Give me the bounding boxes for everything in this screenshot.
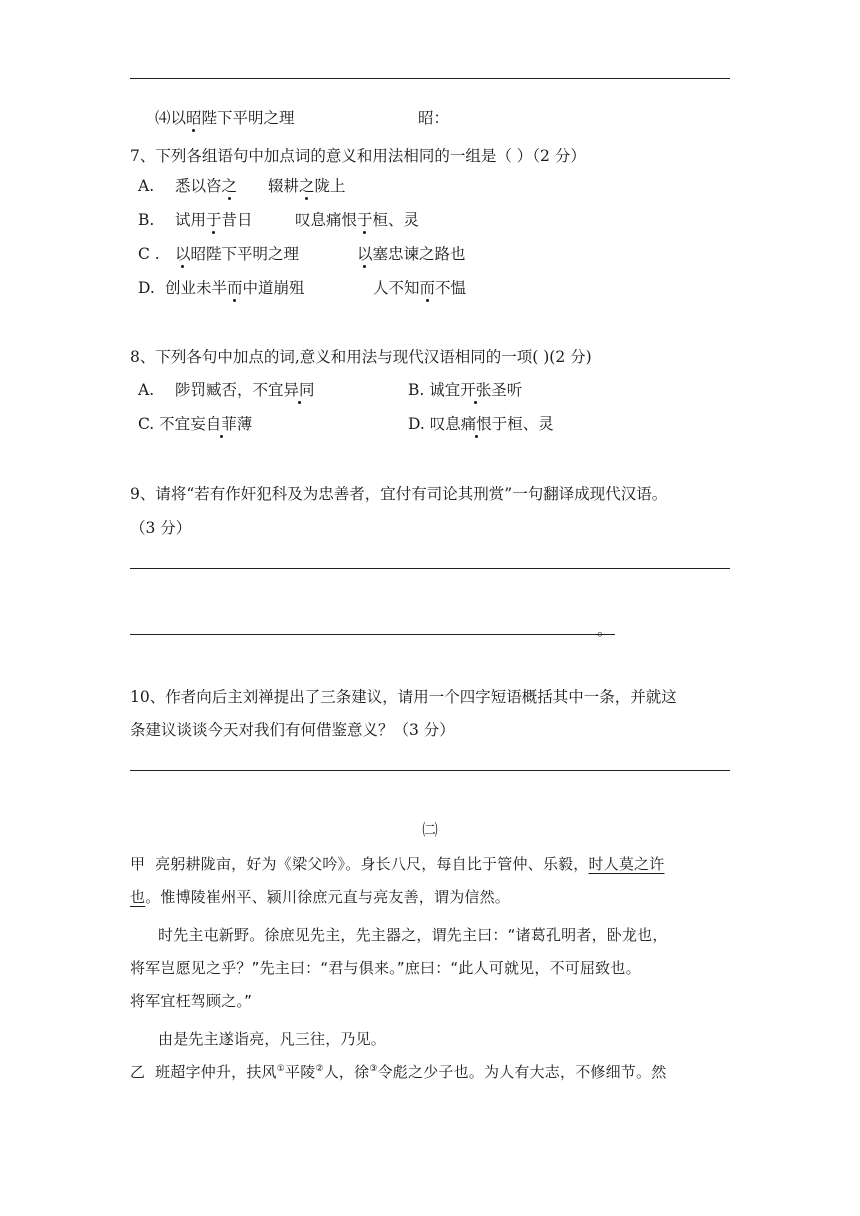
passage-yi-line-1: 乙 班超字仲升，扶风①平陵②人，徐③令彪之少子也。为人有大志，不修细节。然 <box>130 1063 667 1081</box>
q7-option-b-second: 叹息痛恨于桓、灵 <box>295 211 420 229</box>
dotted-word: 以 <box>357 245 373 263</box>
passage-paragraph-2-line-3: 将军宜枉驾顾之。” <box>130 992 253 1010</box>
footnote-marker: ② <box>315 1064 324 1074</box>
dotted-word: 之 <box>221 177 238 195</box>
footnote-marker: ③ <box>369 1064 378 1074</box>
underlined-sentence: 时人莫之许 <box>588 855 665 873</box>
q10-stem-line-2: 条建议谈谈今天对我们有何借鉴意义？（3 分） <box>130 721 455 739</box>
passage-paragraph-2-line-2: 将军岂愿见之乎？”先主曰：“君与俱来。”庶曰：“此人可就见，不可屈致也。 <box>130 959 641 977</box>
q10-answer-line[interactable] <box>130 770 730 771</box>
q7-option-c-first: 以昭陛下平明之理 <box>175 245 300 263</box>
q9-answer-line-2[interactable] <box>130 634 615 635</box>
q6-item-4: ⑷以昭陛下平明之理 <box>155 109 295 127</box>
q9-score: （3 分） <box>130 519 192 537</box>
dotted-word: 妄自菲薄 <box>190 415 253 433</box>
q8-stem: 8、下列各句中加点的词,意义和用法与现代汉语相同的一项( )(2 分) <box>130 348 592 366</box>
section-title: ㈡ <box>422 821 438 839</box>
underlined-sentence-end: 也 <box>130 888 146 906</box>
top-rule <box>130 78 730 79</box>
q7-option-b-first: 试用于昔日 <box>175 211 253 229</box>
q7-option-a-second: 辍耕之陇上 <box>268 177 346 195</box>
passage-jia-line-2: 也。惟博陵崔州平、颍川徐庶元直与亮友善，谓为信然。 <box>130 888 511 906</box>
footnote-marker: ① <box>276 1064 286 1074</box>
q7-option-d: D. <box>138 279 155 297</box>
q7-stem: 7、下列各组语句中加点词的意义和用法相同的一组是（ ）（2 分） <box>130 147 586 165</box>
dotted-word: 痛恨 <box>460 415 492 433</box>
dotted-word: 而 <box>419 279 436 297</box>
q7-option-d-first: 创业未半而中道崩殂 <box>165 279 305 297</box>
dotted-word: 开张 <box>460 381 492 399</box>
passage-jia-line-1: 甲 亮躬耕陇亩，好为《梁父吟》。身长八尺，每自比于管仲、乐毅，时人莫之许 <box>130 855 665 873</box>
passage-paragraph-3: 由是先主遂诣亮，凡三往，乃见。 <box>158 1030 387 1048</box>
q7-option-a-first: 悉以咨之 <box>175 177 238 195</box>
q8-option-a: A. <box>138 381 155 399</box>
q6-item-4-answer-label: 昭： <box>418 109 450 127</box>
q7-option-c: C . <box>138 245 160 263</box>
dotted-word: 于 <box>206 211 222 229</box>
q8-option-b: B. 诚宜开张圣听 <box>408 381 523 399</box>
q8-option-d: D. 叹息痛恨于桓、灵 <box>408 415 554 433</box>
q10-stem-line-1: 10、作者向后主刘禅提出了三条建议，请用一个四字短语概括其中一条，并就这 <box>130 688 677 706</box>
passage-label: 乙 <box>130 1063 146 1081</box>
dotted-word: 于 <box>357 211 373 229</box>
q7-option-c-second: 以塞忠谏之路也 <box>357 245 466 263</box>
q9-stem: 9、请将“若有作奸犯科及为忠善者，宜付有司论其刑赏”一句翻译成现代汉语。 <box>130 485 668 503</box>
dotted-word: 以 <box>175 245 191 263</box>
q7-option-d-second: 人不知而不愠 <box>373 279 467 297</box>
q7-option-a: A. <box>138 177 155 195</box>
q7-option-b: B. <box>138 211 155 229</box>
item-number: ⑷ <box>155 109 171 127</box>
dotted-word: 而 <box>227 279 243 297</box>
dotted-word: 之 <box>299 177 315 195</box>
dotted-word: 昭 <box>186 109 202 127</box>
passage-paragraph-2-line-1: 时先主屯新野。徐庶见先主，先主器之，谓先主曰：“诸葛孔明者，卧龙也， <box>158 926 668 944</box>
q9-end-mark: 。 <box>597 621 613 639</box>
q9-answer-line-1[interactable] <box>130 568 730 569</box>
q8-option-a-text: 陟罚臧否，不宜异同 <box>175 381 315 399</box>
passage-label: 甲 <box>130 855 146 873</box>
dotted-word: 异同 <box>283 381 315 399</box>
q8-option-c: C. 不宜妄自菲薄 <box>138 415 253 433</box>
